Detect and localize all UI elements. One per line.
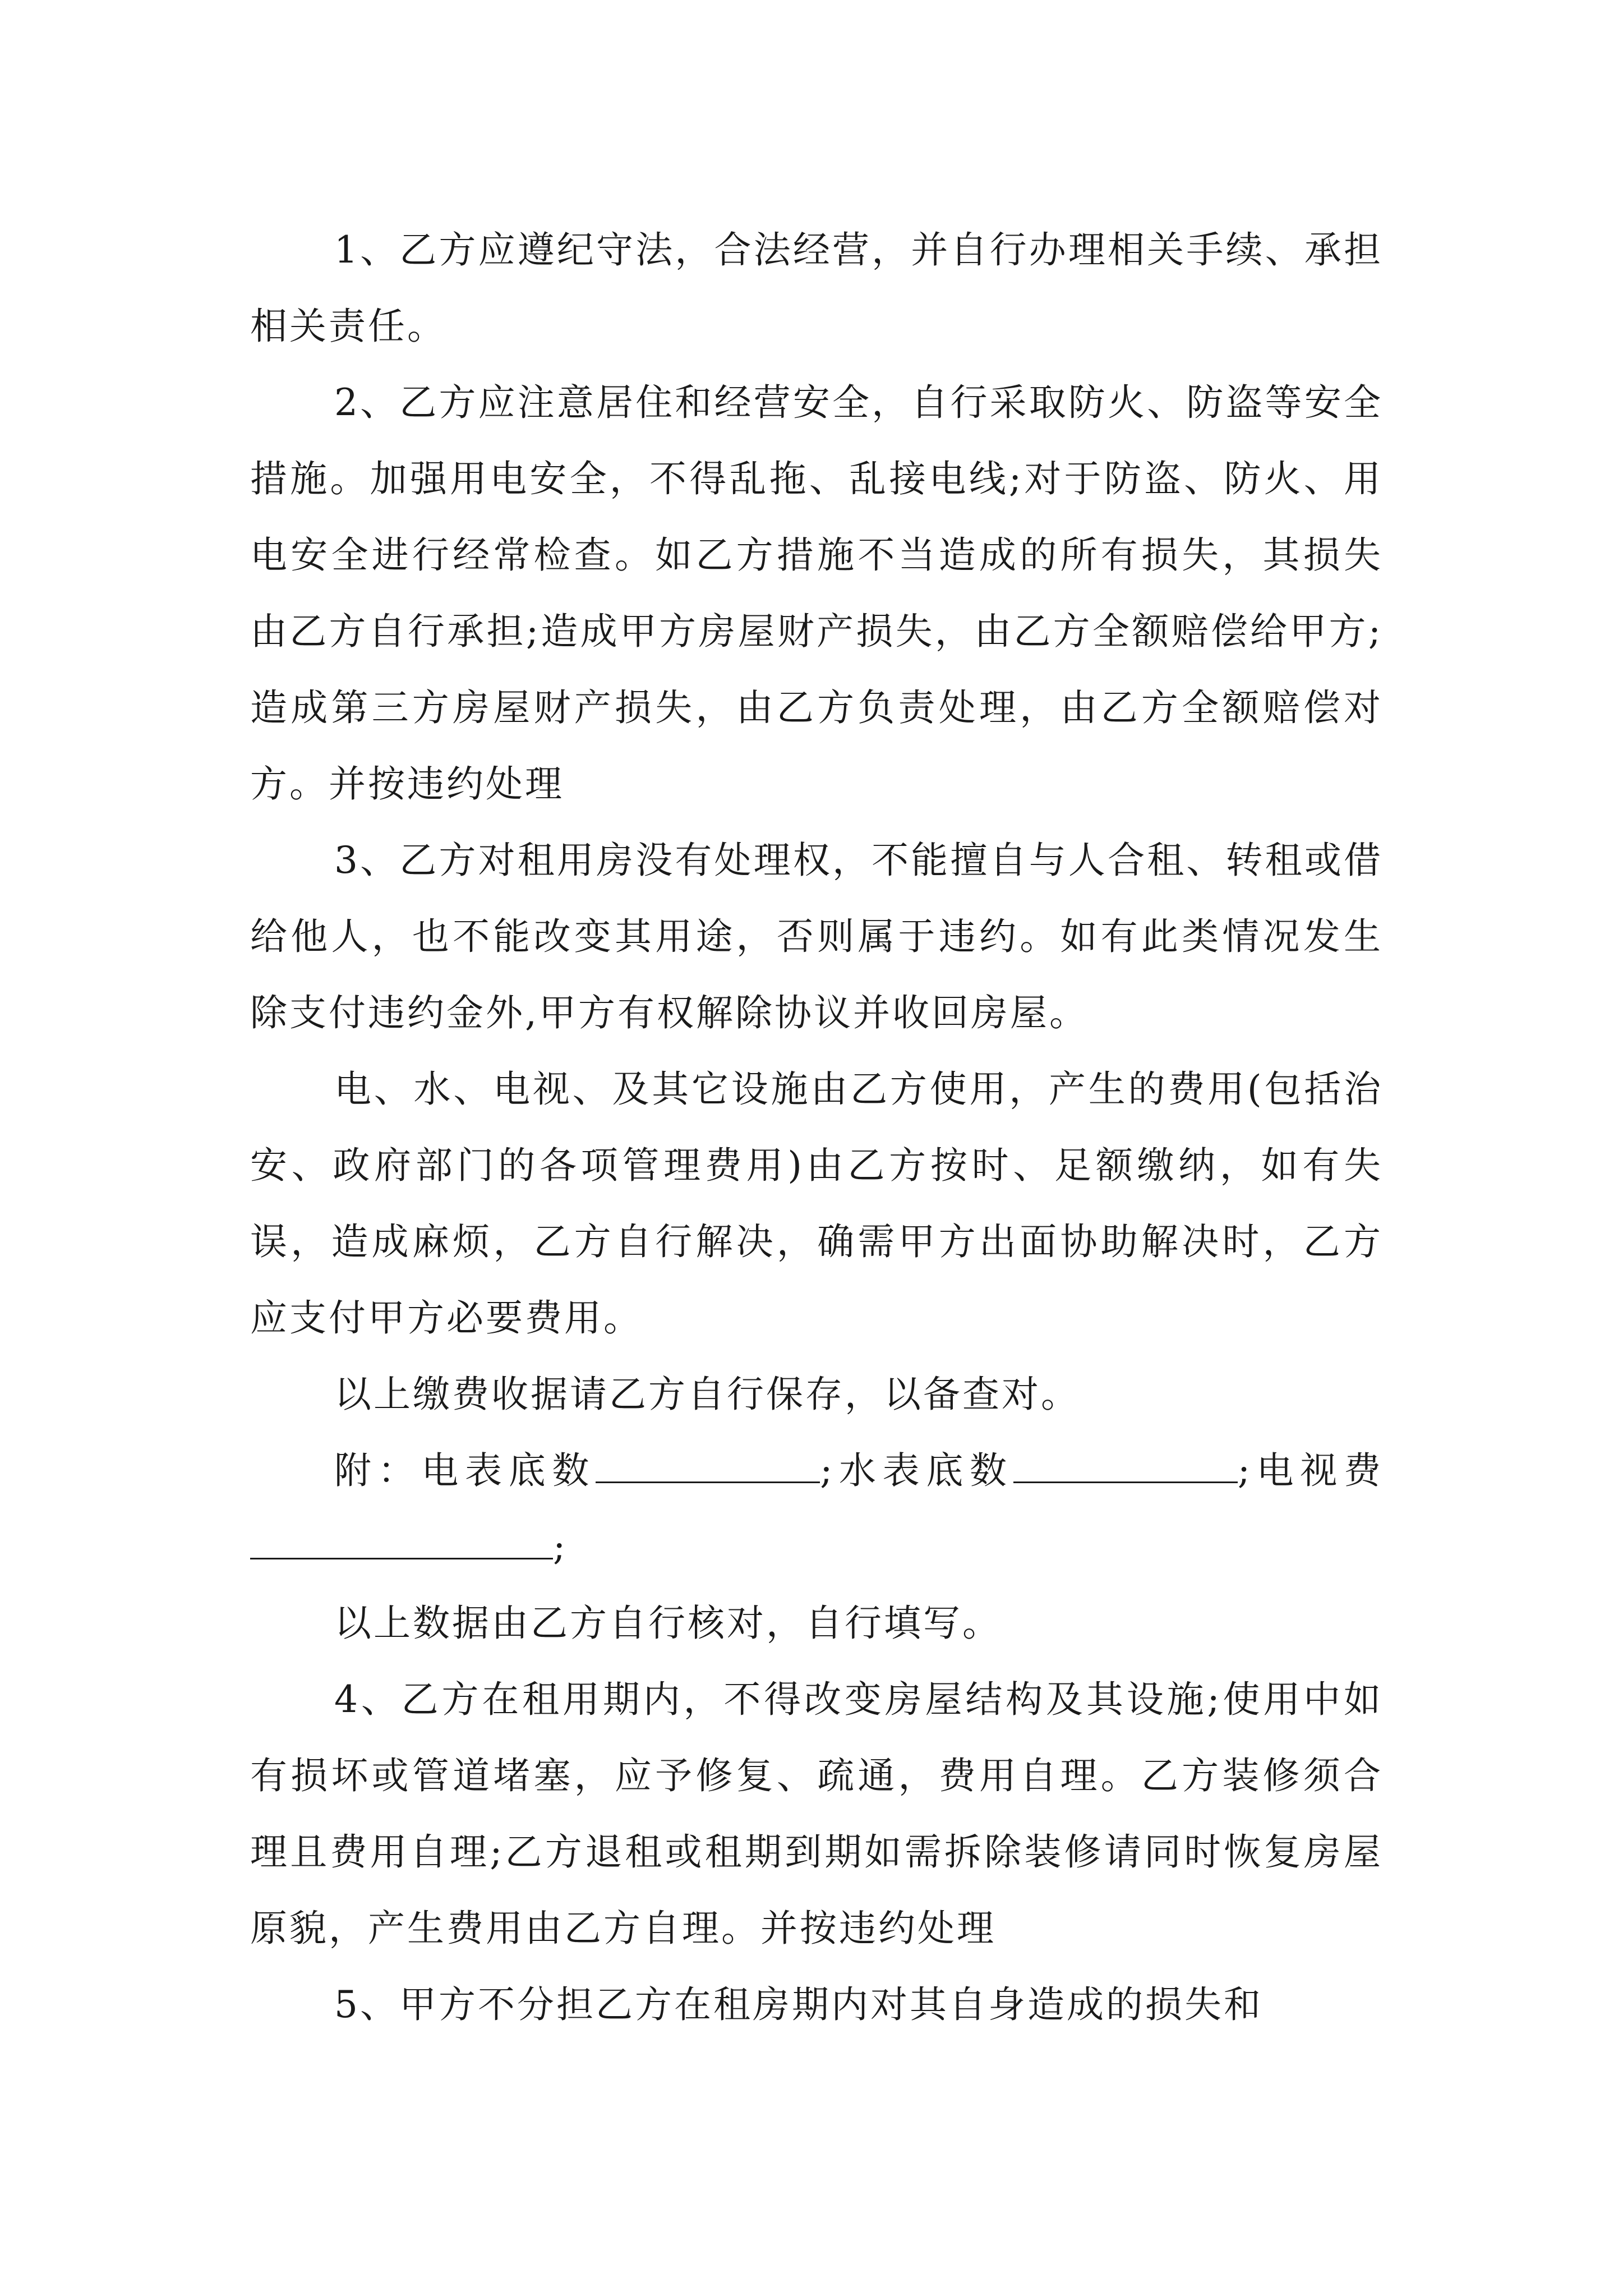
appendix-electric-label: 附：电表底数 bbox=[334, 1449, 596, 1492]
clause-5-paragraph: 5、甲方不分担乙方在租房期内对其自身造成的损失和 bbox=[334, 1983, 1263, 2026]
self-check-paragraph: 以上数据由乙方自行核对，自行填写。 bbox=[334, 1602, 1002, 1645]
clause-1-paragraph: 1、乙方应遵纪守法，合法经营，并自行办理相关手续、承担相关责任。 bbox=[250, 228, 1383, 348]
appendix-end: ; bbox=[553, 1525, 568, 1568]
clause-2-paragraph: 2、乙方应注意居住和经营安全，自行采取防火、防盗等安全措施。加强用电安全，不得乱拖、乱接电线;对于防盗、防火、用电安全进行经常检查。如乙方措施不当造成的所有损失，其损失由乙方自行承担;造成甲方房屋财产损失，由乙方全额赔偿给甲方;造成第三方房屋财产损失，由乙方负责处理，由乙方全额赔偿对方。并按违约处理 bbox=[250, 381, 1383, 806]
tv-fee-blank[interactable] bbox=[250, 1523, 553, 1559]
receipts-paragraph: 以上缴费收据请乙方自行保存，以备查对。 bbox=[334, 1373, 1080, 1416]
clause-4-paragraph: 4、乙方在租用期内，不得改变房屋结构及其设施;使用中如有损坏或管道堵塞，应予修复、疏通，费用自理。乙方装修须合理且费用自理;乙方退租或租期到期如需拆除装修请同时恢复房屋原貌，产生费用由乙方自理。并按违约处理 bbox=[250, 1678, 1383, 1950]
appendix-water-label: ;水表底数 bbox=[820, 1449, 1013, 1492]
document-body bbox=[250, 212, 1383, 2043]
electric-meter-blank[interactable] bbox=[596, 1447, 820, 1483]
clause-3-paragraph: 3、乙方对租用房没有处理权，不能擅自与人合租、转租或借给他人，也不能改变其用途，否则属于违约。如有此类情况发生除支付违约金外,甲方有权解除协议并收回房屋。 bbox=[250, 839, 1383, 1034]
utilities-paragraph: 电、水、电视、及其它设施由乙方使用，产生的费用(包括治安、政府部门的各项管理费用)由乙方按时、足额缴纳，如有失误，造成麻烦，乙方自行解决，确需甲方出面协助解决时，乙方应支付甲方必要费用。 bbox=[250, 1068, 1383, 1340]
water-meter-blank[interactable] bbox=[1013, 1447, 1238, 1483]
appendix-paragraph bbox=[250, 1433, 1383, 1585]
appendix-tv-label: ;电视费 bbox=[1237, 1449, 1383, 1492]
